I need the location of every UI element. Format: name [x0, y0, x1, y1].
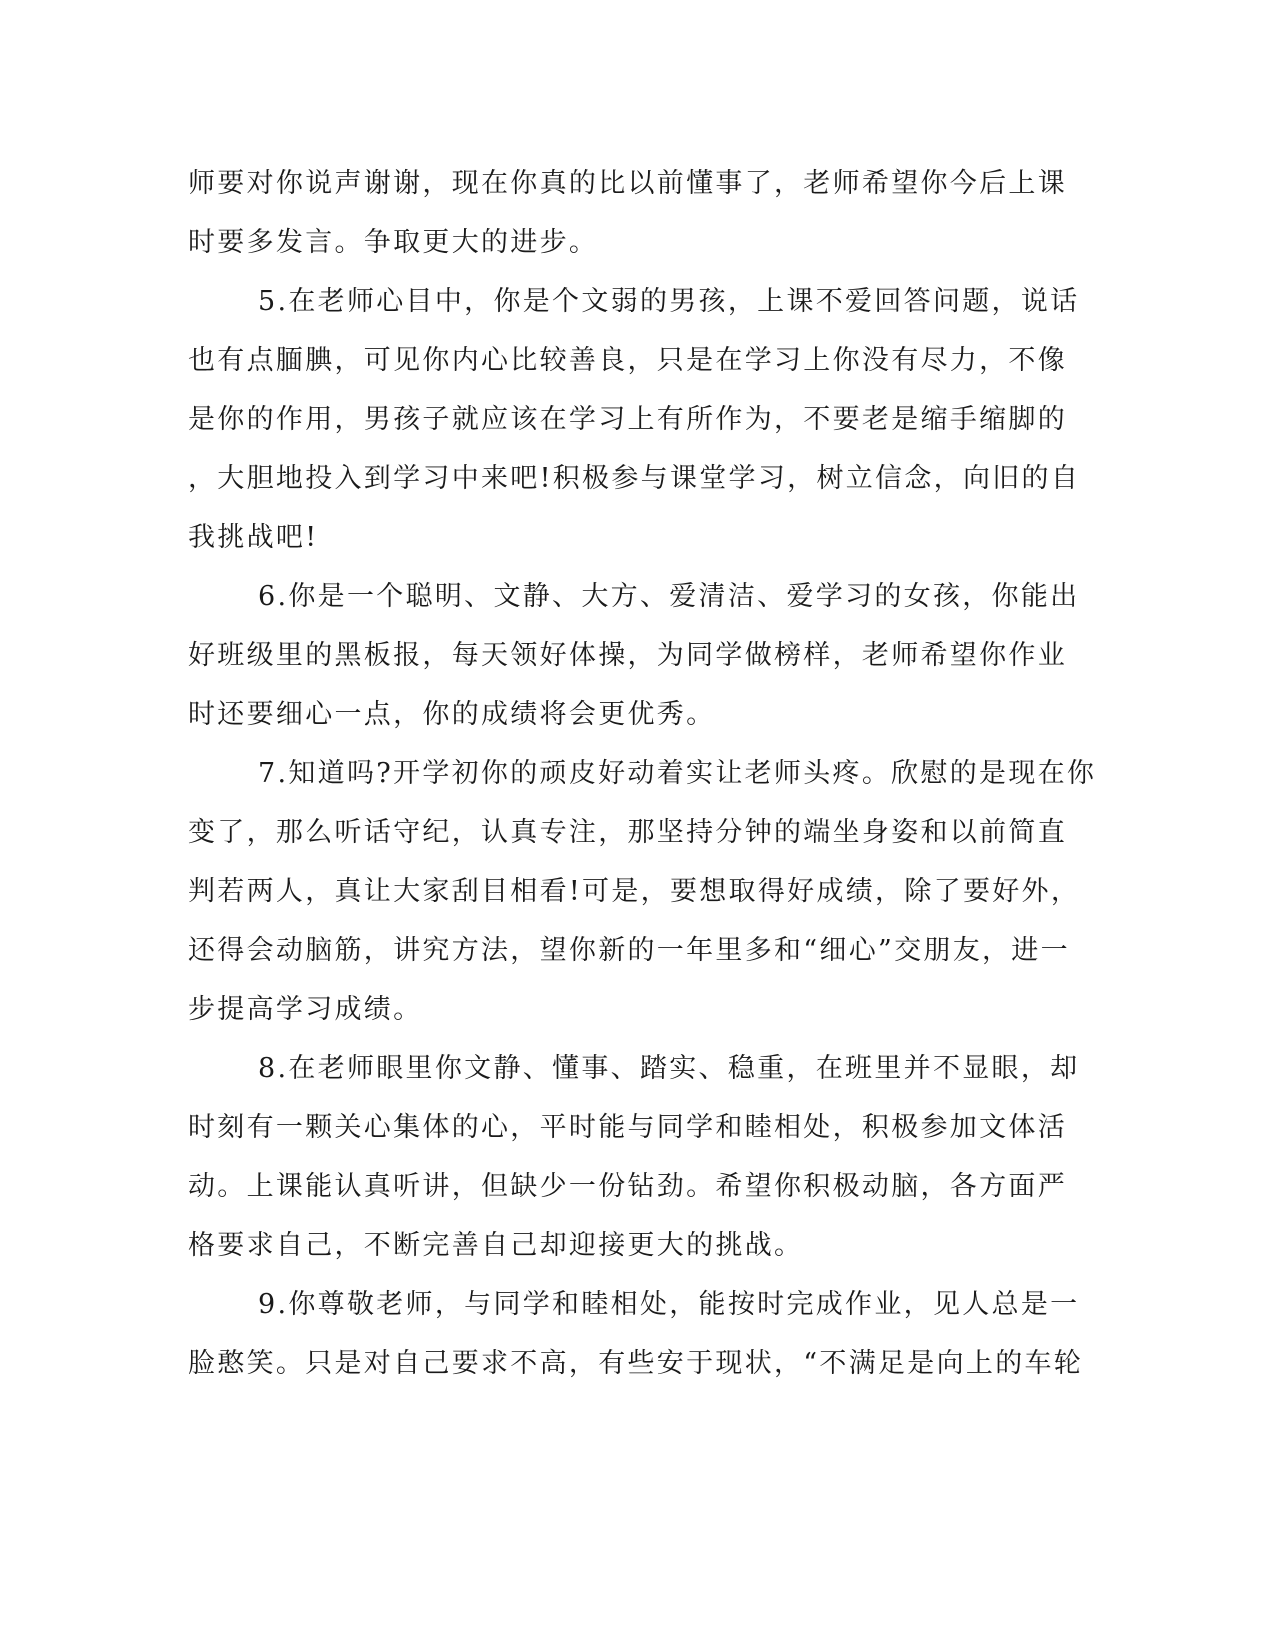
text-line: ，大胆地投入到学习中来吧!积极参与课堂学习，树立信念，向旧的自 — [188, 463, 1081, 494]
paragraph-7-first-line: 7.知道吗?开学初你的顽皮好动着实让老师头疼。欣慰的是现在你 — [258, 758, 1097, 789]
text-line: 也有点腼腆，可见你内心比较善良，只是在学习上你没有尽力，不像 — [188, 345, 1067, 376]
text-line: 格要求自己，不断完善自己却迎接更大的挑战。 — [188, 1230, 804, 1261]
text-line: 是你的作用，男孩子就应该在学习上有所作为，不要老是缩手缩脚的 — [188, 404, 1067, 435]
text-line: 脸憨笑。只是对自己要求不高，有些安于现状，“不满足是向上的车轮 — [188, 1348, 1084, 1379]
text-line: 变了，那么听话守纪，认真专注，那坚持分钟的端坐身姿和以前简直 — [188, 817, 1067, 848]
text-line: 时刻有一颗关心集体的心，平时能与同学和睦相处，积极参加文体活 — [188, 1112, 1067, 1143]
paragraph-6-first-line: 6.你是一个聪明、文静、大方、爱清洁、爱学习的女孩，你能出 — [258, 581, 1080, 612]
text-line: 还得会动脑筋，讲究方法，望你新的一年里多和“细心”交朋友，进一 — [188, 935, 1070, 966]
text-line: 师要对你说声谢谢，现在你真的比以前懂事了，老师希望你今后上课 — [188, 168, 1067, 199]
text-line: 步提高学习成绩。 — [188, 994, 423, 1025]
paragraph-5-first-line: 5.在老师心目中，你是个文弱的男孩，上课不爱回答问题，说话 — [258, 286, 1080, 317]
text-line: 动。上课能认真听讲，但缺少一份钻劲。希望你积极动脑，各方面严 — [188, 1171, 1067, 1202]
text-line: 好班级里的黑板报，每天领好体操，为同学做榜样，老师希望你作业 — [188, 640, 1067, 671]
paragraph-8-first-line: 8.在老师眼里你文静、懂事、踏实、稳重，在班里并不显眼，却 — [258, 1053, 1080, 1084]
text-line: 判若两人，真让大家刮目相看!可是，要想取得好成绩，除了要好外， — [188, 876, 1081, 907]
paragraph-9-first-line: 9.你尊敬老师，与同学和睦相处，能按时完成作业，见人总是一 — [258, 1289, 1080, 1320]
text-line: 我挑战吧! — [188, 522, 319, 553]
text-line: 时还要细心一点，你的成绩将会更优秀。 — [188, 699, 716, 730]
text-line: 时要多发言。争取更大的进步。 — [188, 227, 599, 258]
